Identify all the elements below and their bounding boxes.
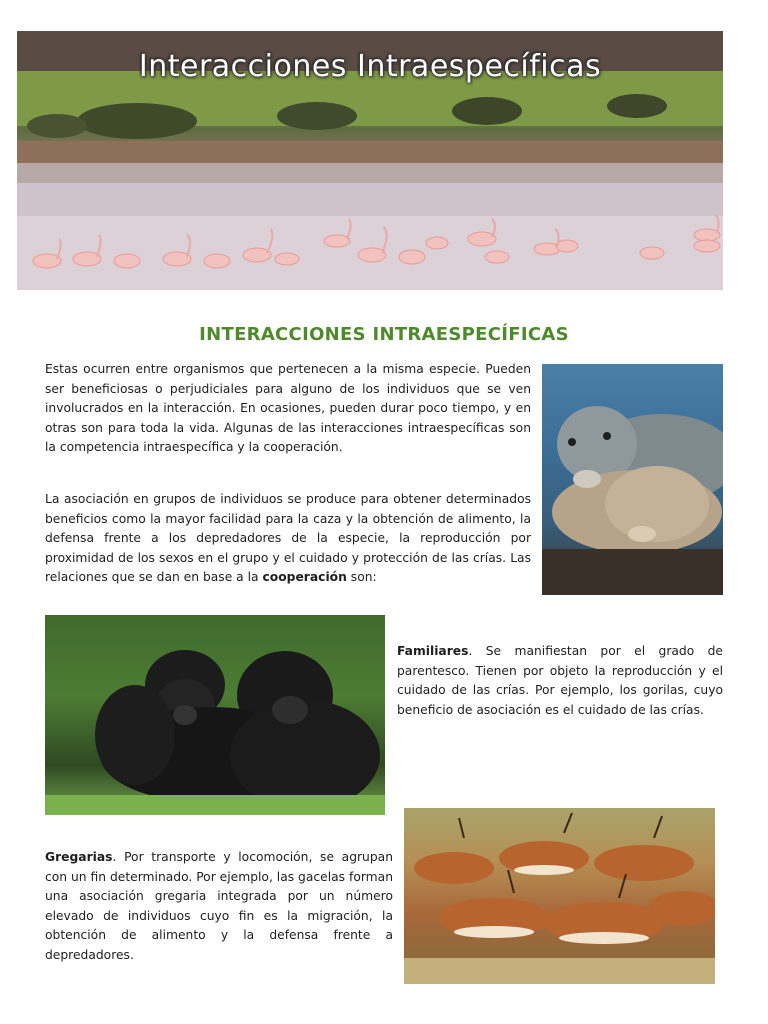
banner-title: Interacciones Intraespecíficas [138,49,602,84]
banner-image [17,31,723,290]
gregarias-text: . Por transporte y locomoción, se agrupan con un fin determinado. Por ejemplo, las gacelas forman una asociación gregaria integrada por un número elevado de individuos cuyo fin es la migración, la obtención de alimento y la defensa frente a depredadores. [45,850,393,962]
cooperation-term: cooperación [262,570,347,584]
gregarias-term: Gregarias [45,850,113,864]
intro-paragraph: Estas ocurren entre organismos que pertenecen a la misma especie. Pueden ser beneficiosas o perjudiciales para alguno de los individuos que se ven involucrados en la interacción. En ocasiones, pueden durar poco tiempo, y en otras son para toda la vida. Algunas de las interacciones intraespecíficas son la competencia intraespecífica y la cooperación. [45,362,531,454]
familiares-term: Familiares [397,644,469,658]
familiares-text: . Se manifiestan por el grado de parentesco. Tienen por objeto la reproducción y el cuidado de las crías. Por ejemplo, los gorilas, cuyo beneficio de asociación es el cuidado de las crías. [397,644,723,717]
association-end: son: [346,570,377,584]
gazelles-photo [404,808,715,984]
sea-lions-photo [542,364,723,595]
page-title: INTERACCIONES INTRAESPECÍFICAS [199,324,569,345]
gorillas-photo [45,615,385,815]
familiares-paragraph [397,642,723,720]
association-paragraph [45,490,531,588]
gregarias-paragraph [45,848,393,965]
association-text: La asociación en grupos de individuos se produce para obtener determinados beneficios como la mayor facilidad para la caza y la obtención de alimento, la defensa frente a los depredadores de la especie, la reproducción por proximidad de los sexos en el grupo y el cuidado y protección de las crías. Las relaciones que se dan en base a la [45,492,531,584]
